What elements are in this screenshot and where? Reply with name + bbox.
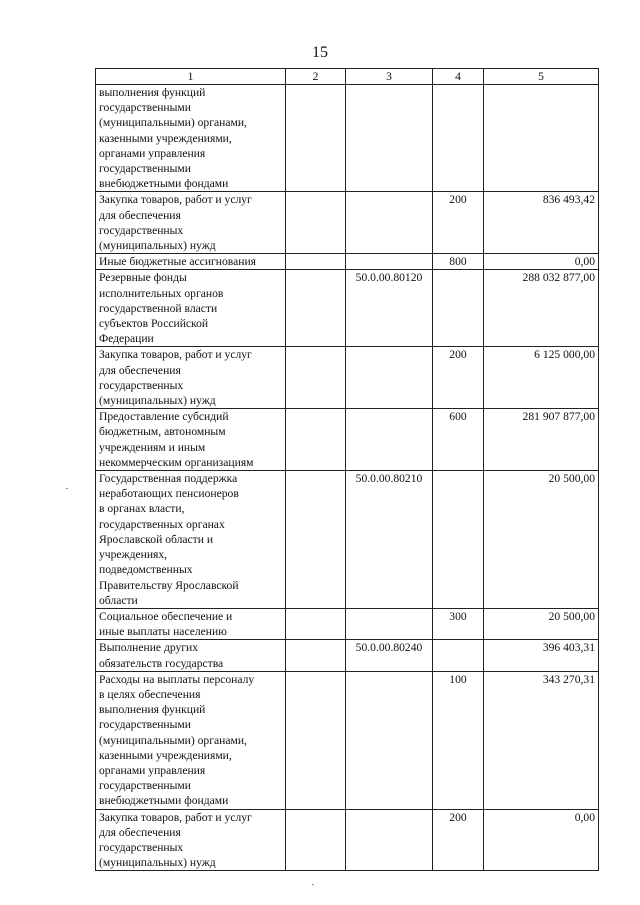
header-col-5: 5 <box>484 69 599 85</box>
row-expense-type <box>433 471 484 609</box>
row-expense-type: 200 <box>433 809 484 871</box>
page-number: 15 <box>312 44 328 61</box>
row-name: выполнения функций государственными (муниципальными) органами, казенными учреждениями, органами управления государственными внебюджетными фондами <box>96 85 286 192</box>
row-amount: 6 125 000,00 <box>484 347 599 409</box>
row-col2 <box>286 471 346 609</box>
row-name: Государственная поддержка неработающих пенсионеров в органах власти, государственных органах Ярославской области и учреждениях, подведомственных Правительству Ярославской области <box>96 471 286 609</box>
row-col2 <box>286 409 346 471</box>
row-name: Резервные фонды исполнительных органов государственной власти субъектов Российской Федерации <box>96 270 286 347</box>
table-row <box>96 85 599 192</box>
row-target-code: 50.0.00.80120 <box>346 270 433 347</box>
budget-table <box>95 68 599 871</box>
row-target-code <box>346 809 433 871</box>
table-row <box>96 809 599 871</box>
row-col2 <box>286 671 346 809</box>
row-amount: 20 500,00 <box>484 471 599 609</box>
table-row <box>96 608 599 639</box>
row-expense-type: 200 <box>433 192 484 254</box>
table-row <box>96 471 599 609</box>
table-row <box>96 347 599 409</box>
row-amount: 343 270,31 <box>484 671 599 809</box>
row-expense-type: 800 <box>433 254 484 270</box>
header-col-2: 2 <box>286 69 346 85</box>
row-target-code <box>346 671 433 809</box>
row-amount <box>484 85 599 192</box>
table-row <box>96 270 599 347</box>
row-name: Иные бюджетные ассигнования <box>96 254 286 270</box>
table-header-row <box>96 69 599 85</box>
row-col2 <box>286 85 346 192</box>
row-amount: 0,00 <box>484 254 599 270</box>
header-col-3: 3 <box>346 69 433 85</box>
header-col-1: 1 <box>96 69 286 85</box>
row-amount: 281 907 877,00 <box>484 409 599 471</box>
row-name: Выполнение других обязательств государства <box>96 640 286 671</box>
row-col2 <box>286 254 346 270</box>
row-name: Закупка товаров, работ и услуг для обеспечения государственных (муниципальных) нужд <box>96 192 286 254</box>
row-expense-type: 600 <box>433 409 484 471</box>
table-row <box>96 192 599 254</box>
table-row <box>96 254 599 270</box>
row-target-code: 50.0.00.80210 <box>346 471 433 609</box>
scan-speck <box>312 884 314 885</box>
row-col2 <box>286 640 346 671</box>
row-expense-type <box>433 85 484 192</box>
row-target-code <box>346 85 433 192</box>
row-col2 <box>286 809 346 871</box>
row-name: Предоставление субсидий бюджетным, автономным учреждениям и иным некоммерческим организациям <box>96 409 286 471</box>
row-name: Расходы на выплаты персоналу в целях обеспечения выполнения функций государственными (муниципальными) органами, казенными учреждениями, органами управления государственными внебюджетными фондами <box>96 671 286 809</box>
row-expense-type: 100 <box>433 671 484 809</box>
row-name: Социальное обеспечение и иные выплаты населению <box>96 608 286 639</box>
row-amount: 20 500,00 <box>484 608 599 639</box>
row-amount: 836 493,42 <box>484 192 599 254</box>
row-col2 <box>286 270 346 347</box>
row-expense-type <box>433 270 484 347</box>
row-target-code <box>346 608 433 639</box>
table-row <box>96 640 599 671</box>
row-target-code <box>346 192 433 254</box>
row-target-code: 50.0.00.80240 <box>346 640 433 671</box>
row-amount: 0,00 <box>484 809 599 871</box>
scan-speck <box>66 488 68 489</box>
header-col-4: 4 <box>433 69 484 85</box>
row-col2 <box>286 347 346 409</box>
row-target-code <box>346 409 433 471</box>
row-col2 <box>286 192 346 254</box>
row-name: Закупка товаров, работ и услуг для обеспечения государственных (муниципальных) нужд <box>96 809 286 871</box>
table-row <box>96 671 599 809</box>
row-expense-type <box>433 640 484 671</box>
row-amount: 396 403,31 <box>484 640 599 671</box>
row-col2 <box>286 608 346 639</box>
table-row <box>96 409 599 471</box>
row-expense-type: 200 <box>433 347 484 409</box>
row-target-code <box>346 347 433 409</box>
row-amount: 288 032 877,00 <box>484 270 599 347</box>
row-name: Закупка товаров, работ и услуг для обеспечения государственных (муниципальных) нужд <box>96 347 286 409</box>
row-target-code <box>346 254 433 270</box>
row-expense-type: 300 <box>433 608 484 639</box>
